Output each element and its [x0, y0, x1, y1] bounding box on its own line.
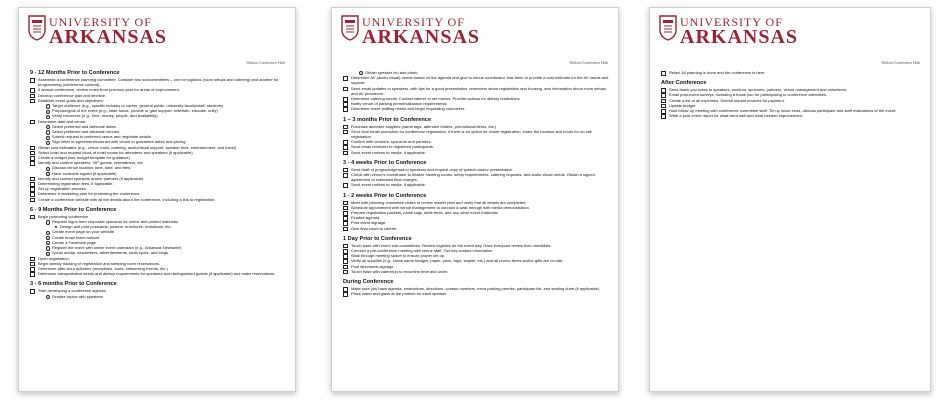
checklist-item: Determine after-hour activities (receptions, tours, networking events, etc.) — [30, 266, 287, 271]
venue-name: Walton Conference Hub — [881, 60, 920, 65]
checklist-subitem: Create email event notices — [30, 235, 287, 240]
university-wordmark: UNIVERSITY OF — [362, 15, 465, 29]
checklist-item: Determine date and venue: — [30, 119, 287, 124]
arkansas-wordmark: ARKANSAS — [49, 26, 168, 48]
checklist-item: Open registration. — [30, 256, 287, 261]
checklist-subitem: Sign letter of agreement/contract with venue to guarantee dates and pricing. — [30, 139, 287, 144]
section-heading: During Conference — [343, 279, 394, 286]
checklist-item: Identify and contact sponsors and/or partners (if applicable). — [30, 176, 287, 181]
checklist-item: Set up registration process. — [30, 186, 287, 191]
checklist-subitem: Request logos from corporate sponsors for online and printed materials — [30, 219, 287, 224]
checklist-item: Send event notices to media, if applicable. — [343, 150, 610, 155]
checklist-item: Start developing a conference agenda. — [30, 288, 287, 293]
checklist-item: Schedule appointment with venue management to conduct a walk through with media demonstration. — [343, 205, 610, 210]
checklist-item: Determine event staffing needs and begin requesting volunteers. — [343, 106, 610, 111]
checklist-item: Obtain cost estimates (e.g., venue costs, catering, audio/visual support, speaker fees, entertainment, and travel). — [30, 145, 287, 150]
checklist-item: Touch base with event sub-committees. Review logistics for the event day. Have everyone review their checklists. — [343, 243, 610, 248]
section-heading: 3 - 4 weeks Prior to Conference — [343, 159, 427, 166]
checklist-item: Relax! All planning is done and the conference is here. — [661, 70, 922, 75]
checklist-item: Touch base with caterer(s) to reconfirm time and order. — [343, 269, 610, 274]
checklist-subitem: Social media, newsletters, advertisements, radio spots, and blogs. — [30, 250, 287, 255]
checklist-item: Meet with planning committee chairs to review master plan and verify that all details are completed. — [343, 200, 610, 205]
checklist-item: Check with venue's coordinator to finalize meeting rooms, setup requirements, catering requests, and audio visual needs. Obtain a signed agreement of estimated final charges. — [343, 172, 610, 182]
page-header — [650, 8, 930, 56]
venue-name: Walton Conference Hub — [246, 60, 285, 65]
section-heading: 3 - 6 months Prior to Conference — [30, 281, 117, 288]
checklist-subitem: Register the event with online event calendars (e.g., Arkansas Newswire) — [30, 245, 287, 250]
checklist-item: Begin weekly tracking of registration and sleeping room reservations. — [30, 261, 287, 266]
checklist-item: Prepare registration packets, name tags, table tents, and any other event materials. — [343, 210, 610, 215]
section-heading: 1 Day Prior to Conference — [343, 235, 412, 242]
checklist-subitem: Create a Facebook page — [30, 240, 287, 245]
checklist-subitem: Submit request to preferred venue and negotiate details. — [30, 134, 287, 139]
checklist-content — [30, 70, 287, 299]
arkansas-wordmark: ARKANSAS — [680, 26, 799, 48]
checklist-item: Begin promoting conference — [30, 214, 287, 219]
checklist-item: Assemble a conference planning committee. Consider two subcommittees – one for logistics (room setups and catering) and another for programming (conference content). — [30, 77, 287, 87]
checklist-item: Send final email promotion for conference registration, if there is an option for onsite registration, share the location and hours for on-site registration. — [343, 129, 610, 139]
checklist-subitem: Verify resources (e.g., time, money, people, and availability). — [30, 113, 287, 118]
checklist-subitem: Purpose/goal of the event (e.g., raise funds, provide or gain support, entertain, educate, unify) — [30, 108, 287, 113]
checklist-content — [343, 70, 610, 297]
section-heading: 1 – 3 months Prior to Conference — [343, 116, 431, 123]
checklist-subitem: Target audience (e.g., specific industry or career, general public, university faculty/staff, students) — [30, 103, 287, 108]
checklist-item: Post directional signage. — [343, 264, 610, 269]
university-wordmark: UNIVERSITY OF — [49, 15, 152, 29]
section-heading: 1 - 2 weeks Prior to Conference — [343, 192, 427, 199]
checklist-item: Purchase attendee supplies (name tags, attendee folders, promotional items, etc.) — [343, 124, 610, 129]
checklist-item: Give final count to caterer. — [343, 226, 610, 231]
university-wordmark: UNIVERSITY OF — [680, 15, 783, 29]
checklist-item: Determine a marketing plan for promoting the conference. — [30, 191, 287, 196]
checklist-subitem: Have contracts signed (if applicable) — [30, 171, 287, 176]
checklist-item: Verify all supplies (e.g., blank name badges, paper, pens, tape, stapler, etc.) and all promo items and/or gifts are on-site. — [343, 258, 610, 263]
checklist-item: Send email updates to speakers, with tips for a good presentation, reminders about registration and housing, and information about room setups and AV provisions. — [343, 86, 610, 96]
page-header — [19, 8, 295, 56]
checklist-subitem: Discuss venue location, time, date, and fees — [30, 165, 287, 170]
document-page-3 — [649, 7, 931, 392]
checklist-item: Determine AV (audio-visual) needs based on the agenda and give to venue coordinator. Ask them to provide a cost estimate for the AV needs and support. — [343, 75, 610, 85]
university-shield-icon — [28, 15, 46, 41]
checklist-item: Write a post-event report for what went well and what needed improvement. — [661, 113, 922, 118]
checklist-item: Print event signage. — [343, 220, 610, 225]
checklist-item: Walk through meeting space to ensure proper set up. — [343, 253, 610, 258]
checklist-subitem: Obtain speaker bio and photo — [343, 70, 610, 75]
section-heading: After Conference — [661, 80, 707, 87]
checklist-subitem: Finalize topics with speakers — [30, 294, 287, 299]
checklist-subitem: Design and print postcards, posters, brochures, invitations, etc. — [30, 224, 287, 229]
checklist-item: Place water and glass at the podium for each speaker. — [343, 291, 610, 296]
checklist-item: Determining registration fees, if applicable. — [30, 181, 287, 186]
checklist-item: Send event notices to media, if applicable. — [343, 182, 610, 187]
checklist-item: Hold follow up meeting with conference committee staff. Tie up loose ends, discuss participant and staff evaluations of the event. — [661, 108, 922, 113]
checklist-subitem: Select preferred and alternate venues. — [30, 129, 287, 134]
section-heading: 6 - 9 Months Prior to Conference — [30, 206, 117, 213]
checklist-item: Establish event goals and objectives: — [30, 98, 287, 103]
checklist-item: Confirm with vendors, sponsors and partners. — [343, 139, 610, 144]
checklist-item: Make sure you have agenda, instructions, directions, contact numbers, extra parking permits, participant list, and seating chart (if applicable). — [343, 286, 610, 291]
checklist-item: Determine catering needs. Contact caterer to set menus. Provide options for dietary restrictions. — [343, 96, 610, 101]
page-header — [332, 8, 618, 56]
venue-name: Walton Conference Hub — [569, 60, 608, 65]
document-page-1 — [18, 7, 296, 392]
checklist-content — [661, 70, 922, 118]
arkansas-wordmark: ARKANSAS — [362, 26, 481, 48]
checklist-item: Conduct a pre-conference meeting with venue staff. Get key contact information. — [343, 248, 610, 253]
checklist-item: Finalize agenda — [343, 215, 610, 220]
checklist-item: Send thank you notes to speakers, vendors, sponsors, partners, venue management and volunteers. — [661, 87, 922, 92]
checklist-item: Create a list of all expenses. Submit unpaid invoices for payment. — [661, 98, 922, 103]
checklist-item: Update budget. — [661, 103, 922, 108]
checklist-item: If annual conference, review notes from previous year for areas of improvement. — [30, 87, 287, 92]
checklist-item: Identify and confirm speakers, VIP guests, entertainers, etc. — [30, 160, 287, 165]
checklist-subitem: Select preferred and alternate dates. — [30, 124, 287, 129]
university-shield-icon — [659, 15, 677, 41]
checklist-subitem: Create event page on your website — [30, 229, 287, 234]
checklist-item: Notify venue of parking permit/validation requirements. — [343, 101, 610, 106]
checklist-item: Email post-event surveys, including a thank you for participating to conference attendees. — [661, 92, 922, 97]
checklist-item: Create a conference website with all the details about the conference, including a link to registration. — [30, 197, 287, 202]
university-shield-icon — [341, 15, 359, 41]
checklist-item: Determine transportation needs and dietary requirements for speakers and distinguished guests (if applicable) and make reservations. — [30, 271, 287, 276]
checklist-item: Create a budget (see budget template for guidance). — [30, 155, 287, 160]
checklist-item: Send email reminder to registered participants. — [343, 144, 610, 149]
section-heading: 9 - 12 Months Prior to Conference — [30, 70, 120, 76]
document-page-2 — [331, 7, 619, 392]
checklist-item: Send draft of program/agenda to speakers and request copy of speech and/or presentation. — [343, 167, 610, 172]
checklist-item: Select hotel and request block of hotel rooms for attendees and speakers (if applicable). — [30, 150, 287, 155]
checklist-item: Develop conference plan and timeline. — [30, 93, 287, 98]
